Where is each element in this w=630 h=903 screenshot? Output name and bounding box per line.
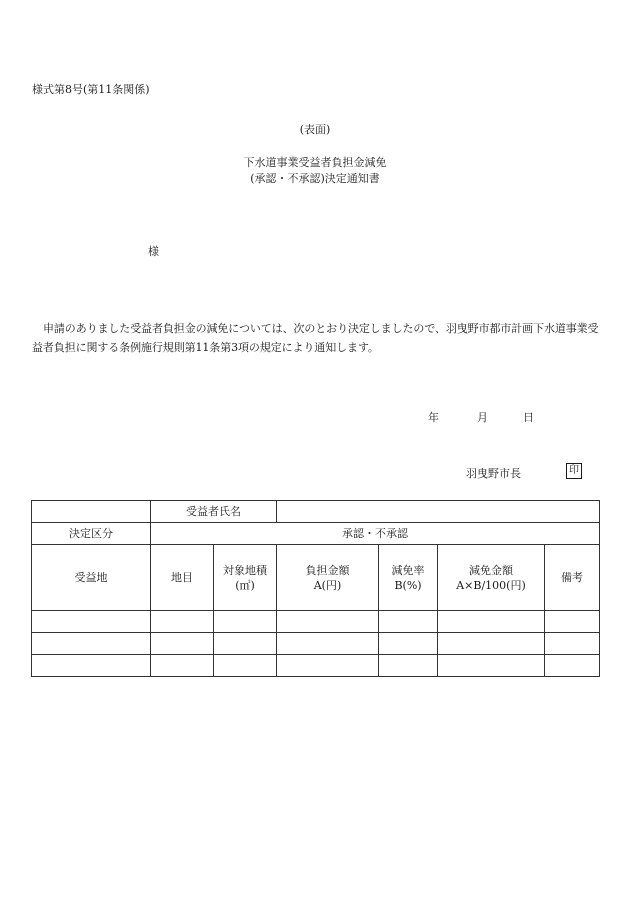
- decision-table: [31, 500, 600, 677]
- col-header-charge-amount: 負担金額 A(円): [277, 545, 379, 611]
- col-header-area: 対象地積 (㎡): [214, 545, 277, 611]
- col-header-remarks: 備考: [545, 545, 600, 611]
- col-header-reduction-rate: 減免率 B(%): [379, 545, 438, 611]
- table-row: [32, 523, 600, 545]
- side-label: (表面): [299, 123, 331, 136]
- beneficiary-name-value: [277, 501, 600, 523]
- col-header-reduction-amount: 減免金額 A×B/100(円): [438, 545, 545, 611]
- table-row: [32, 633, 600, 655]
- title-line-1: 下水道事業受益者負担金減免: [243, 156, 387, 169]
- date-month: 月: [477, 411, 488, 424]
- col-header-land-category: 地目: [151, 545, 214, 611]
- date-year: 年: [428, 411, 439, 424]
- table-row: [32, 611, 600, 633]
- decision-label: 決定区分: [32, 523, 151, 545]
- table-row: [32, 501, 600, 523]
- title-line-2: (承認・不承認)決定通知書: [250, 172, 380, 185]
- salutation: 様: [148, 245, 159, 258]
- table-cell: [32, 501, 151, 523]
- table-row: [32, 655, 600, 677]
- issuer-title: 羽曳野市長: [466, 467, 521, 480]
- beneficiary-name-label: 受益者氏名: [151, 501, 277, 523]
- body-text: 申請のありました受益者負担金の減免については、次のとおり決定しましたので、羽曳野市都市計画下水道事業受益者負担に関する条例施行規則第11条第3項の規定により通知します。: [32, 322, 599, 354]
- col-header-land: 受益地: [32, 545, 151, 611]
- date-day: 日: [523, 411, 534, 424]
- table-header-row: [32, 545, 600, 611]
- document-title: [0, 155, 630, 187]
- seal-mark: 印: [566, 463, 582, 479]
- date-line: [0, 409, 630, 423]
- form-number: 様式第8号(第11条関係): [32, 83, 150, 96]
- decision-value: 承認・不承認: [151, 523, 600, 545]
